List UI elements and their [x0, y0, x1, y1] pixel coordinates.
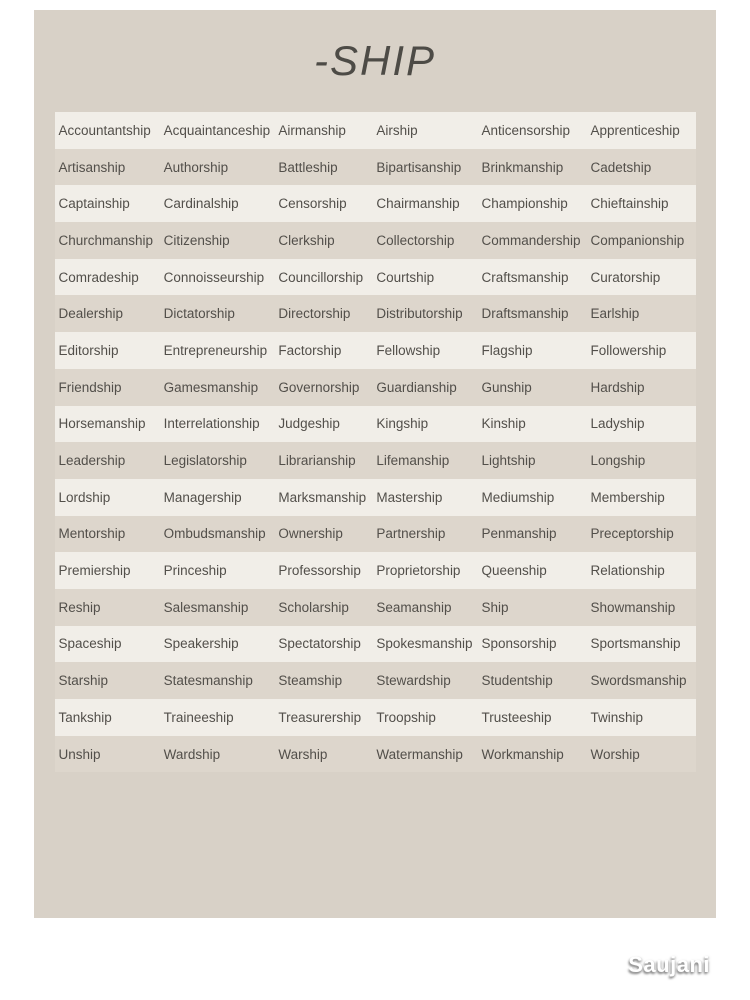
table-row: [55, 479, 696, 516]
word-cell: Artisanship: [58, 159, 126, 175]
word-cell: Sportsmanship: [590, 636, 681, 652]
word-cell: Steamship: [278, 673, 343, 689]
word-cell: Airmanship: [278, 122, 346, 138]
word-cell: Membership: [590, 489, 665, 505]
word-cell: Distributorship: [376, 306, 463, 322]
word-cell: Judgeship: [278, 416, 340, 432]
word-cell: Scholarship: [278, 599, 349, 615]
table-row: [55, 112, 696, 149]
table-row: [55, 626, 696, 663]
word-cell: Factorship: [278, 342, 342, 358]
word-cell: Statesmanship: [163, 673, 253, 689]
word-cell: Professorship: [278, 563, 361, 579]
word-cell: Dealership: [58, 306, 124, 322]
word-cell: Battleship: [278, 159, 338, 175]
word-cell: Ombudsmanship: [163, 526, 266, 542]
word-cell: Championship: [481, 196, 568, 212]
word-cell: Courtship: [376, 269, 435, 285]
word-cell: Leadership: [58, 453, 126, 469]
word-cell: Chieftainship: [590, 196, 669, 212]
word-cell: Workmanship: [481, 746, 564, 762]
word-cell: Horsemanship: [58, 416, 146, 432]
word-cell: Companionship: [590, 232, 685, 248]
word-cell: Cadetship: [590, 159, 652, 175]
word-cell: Salesmanship: [163, 599, 249, 615]
word-cell: Princeship: [163, 563, 227, 579]
table-row: [55, 589, 696, 626]
table-row: [55, 332, 696, 369]
word-cell: Accountantship: [58, 122, 151, 138]
word-cell: Hardship: [590, 379, 645, 395]
word-cell: Marksmanship: [278, 489, 367, 505]
word-cell: Followership: [590, 342, 667, 358]
word-cell: Kinship: [481, 416, 526, 432]
word-cell: Seamanship: [376, 599, 452, 615]
word-cell: Stewardship: [376, 673, 451, 689]
word-cell: Partnership: [376, 526, 446, 542]
word-cell: Wardship: [163, 746, 221, 762]
word-cell: Connoisseurship: [163, 269, 265, 285]
word-cell: Troopship: [376, 709, 436, 725]
word-cell: Worship: [590, 746, 640, 762]
word-cell: Lifemanship: [376, 453, 450, 469]
word-cell: Watermanship: [376, 746, 463, 762]
word-cell: Speakership: [163, 636, 239, 652]
word-cell: Relationship: [590, 563, 665, 579]
table-row: [55, 516, 696, 553]
word-cell: Queenship: [481, 563, 547, 579]
table-row: [55, 295, 696, 332]
word-cell: Comradeship: [58, 269, 139, 285]
word-cell: Proprietorship: [376, 563, 461, 579]
word-cell: Bipartisanship: [376, 159, 462, 175]
word-cell: Penmanship: [481, 526, 557, 542]
word-cell: Reship: [58, 599, 101, 615]
table-row: [55, 222, 696, 259]
word-cell: Guardianship: [376, 379, 457, 395]
word-cell: Ownership: [278, 526, 343, 542]
word-cell: Longship: [590, 453, 646, 469]
word-cell: Sponsorship: [481, 636, 557, 652]
word-cell: Authorship: [163, 159, 229, 175]
word-cell: Gamesmanship: [163, 379, 259, 395]
word-cell: Ship: [481, 599, 509, 615]
word-cell: Citizenship: [163, 232, 230, 248]
word-cell: Gunship: [481, 379, 532, 395]
word-cell: Premiership: [58, 563, 131, 579]
word-cell: Spokesmanship: [376, 636, 473, 652]
word-cell: Governorship: [278, 379, 360, 395]
word-cell: Treasurership: [278, 709, 362, 725]
word-cell: Craftsmanship: [481, 269, 569, 285]
word-cell: Fellowship: [376, 342, 441, 358]
word-cell: Managership: [163, 489, 242, 505]
word-cell: Ladyship: [590, 416, 645, 432]
word-cell: Curatorship: [590, 269, 661, 285]
word-cell: Entrepreneurship: [163, 342, 268, 358]
word-cell: Legislatorship: [163, 453, 247, 469]
word-cell: Chairmanship: [376, 196, 460, 212]
word-cell: Brinkmanship: [481, 159, 564, 175]
table-row: [55, 442, 696, 479]
word-cell: Clerkship: [278, 232, 335, 248]
word-cell: Tankship: [58, 709, 112, 725]
table-row: [55, 369, 696, 406]
word-cell: Swordsmanship: [590, 673, 687, 689]
word-cell: Unship: [58, 746, 101, 762]
ship-words-poster: [34, 10, 716, 918]
word-cell: Editorship: [58, 342, 119, 358]
word-cell: Interrelationship: [163, 416, 260, 432]
word-cell: Spaceship: [58, 636, 122, 652]
word-cell: Traineeship: [163, 709, 234, 725]
word-cell: Earlship: [590, 306, 640, 322]
word-cell: Twinship: [590, 709, 644, 725]
table-row: [55, 149, 696, 186]
word-cell: Anticensorship: [481, 122, 571, 138]
word-cell: Flagship: [481, 342, 533, 358]
word-cell: Librarianship: [278, 453, 356, 469]
word-cell: Showmanship: [590, 599, 676, 615]
table-row: [55, 552, 696, 589]
word-cell: Starship: [58, 673, 109, 689]
word-cell: Collectorship: [376, 232, 455, 248]
word-cell: Acquaintanceship: [163, 122, 271, 138]
word-cell: Draftsmanship: [481, 306, 569, 322]
word-cell: Churchmanship: [58, 232, 154, 248]
poster-title: -SHIP: [313, 37, 436, 84]
word-cell: Directorship: [278, 306, 351, 322]
word-cell: Studentship: [481, 673, 553, 689]
word-cell: Councillorship: [278, 269, 364, 285]
word-cell: Captainship: [58, 196, 130, 212]
table-row: [55, 259, 696, 296]
table-row: [55, 736, 696, 773]
word-cell: Trusteeship: [481, 709, 552, 725]
word-cell: Mentorship: [58, 526, 126, 542]
word-cell: Commandership: [481, 232, 581, 248]
word-cell: Mastership: [376, 489, 443, 505]
table-row: [55, 406, 696, 443]
word-cell: Friendship: [58, 379, 122, 395]
word-cell: Kingship: [376, 416, 429, 432]
word-table: [55, 112, 696, 772]
word-cell: Lightship: [481, 453, 536, 469]
artist-watermark: Saujani: [628, 952, 710, 977]
word-cell: Preceptorship: [590, 526, 674, 542]
word-cell: Dictatorship: [163, 306, 235, 322]
word-cell: Warship: [278, 746, 328, 762]
table-row: [55, 185, 696, 222]
word-cell: Lordship: [58, 489, 111, 505]
word-cell: Airship: [376, 122, 418, 138]
word-cell: Spectatorship: [278, 636, 361, 652]
word-cell: Mediumship: [481, 489, 555, 505]
word-cell: Cardinalship: [163, 196, 239, 212]
table-row: [55, 699, 696, 736]
word-cell: Censorship: [278, 196, 347, 212]
word-cell: Apprenticeship: [590, 122, 680, 138]
table-row: [55, 662, 696, 699]
